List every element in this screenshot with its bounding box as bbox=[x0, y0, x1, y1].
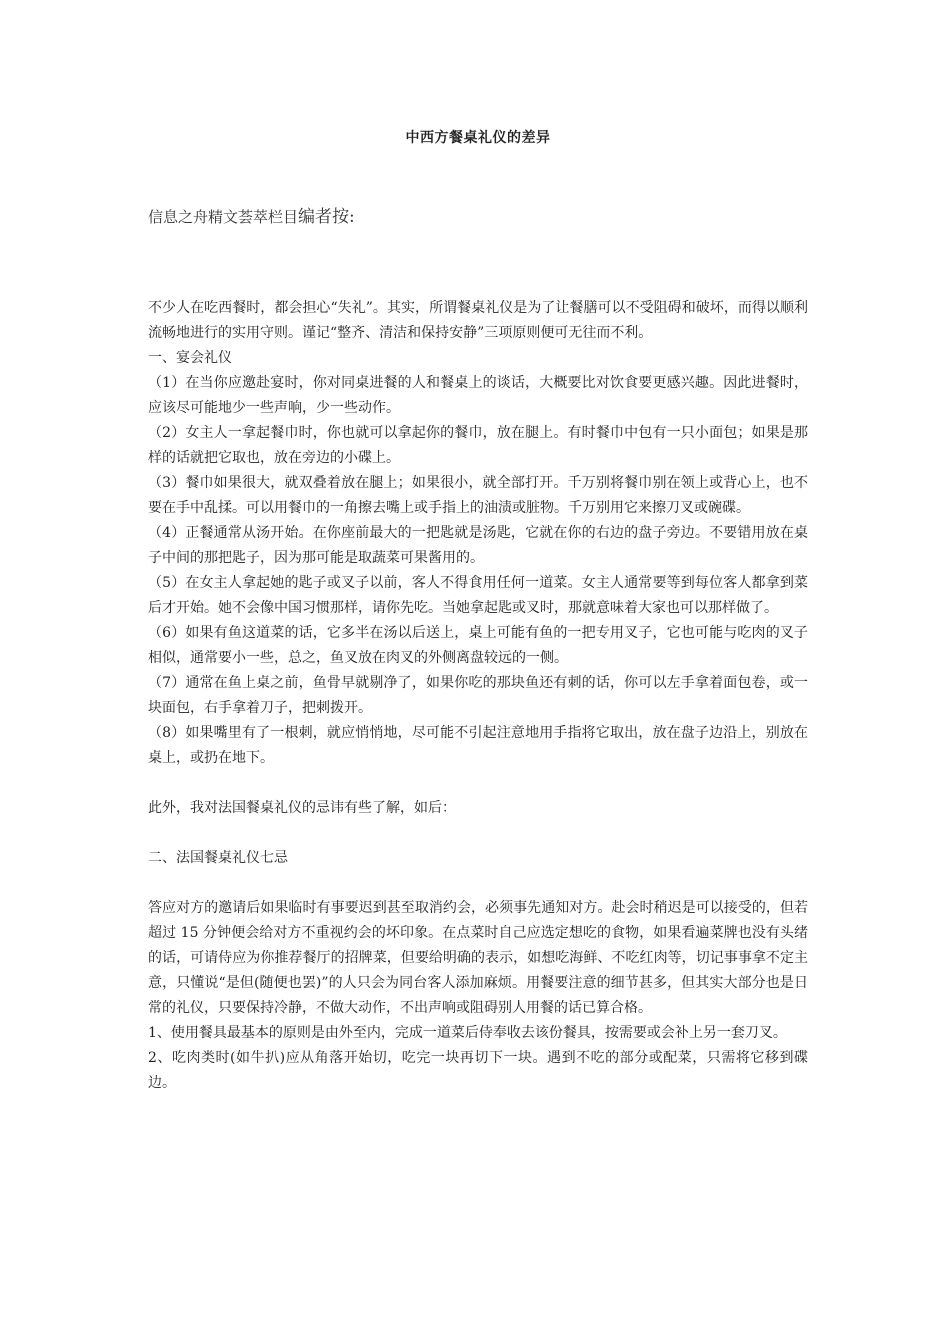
spacer bbox=[148, 871, 808, 896]
numbered-item-1: 1、使用餐具最基本的原则是由外至内，完成一道菜后侍奉收去该份餐具，按需要或会补上另一套刀叉。 bbox=[148, 1025, 787, 1041]
list-item-2: （2）女主人一拿起餐巾时，你也就可以拿起你的餐巾，放在腿上。有时餐巾中包有一只小面包；如果是那样的话就把它取也，放在旁边的小碟上。 bbox=[148, 425, 808, 466]
list-item-8: （8）如果嘴里有了一根刺，就应悄悄地，尽可能不引起注意地用手指将它取出，放在盘子边沿上，别放在桌上，或扔在地下。 bbox=[148, 725, 808, 766]
section-heading-french: 二、法国餐桌礼仪七忌 bbox=[148, 850, 288, 866]
section-heading-banquet: 一、宴会礼仪 bbox=[148, 350, 232, 366]
editor-note bbox=[148, 202, 355, 227]
list-item-6: （6）如果有鱼这道菜的话，它多半在汤以后送上，桌上可能有鱼的一把专用叉子，它也可能与吃肉的叉子相似，通常要小一些，总之，鱼叉放在肉叉的外侧离盘较远的一侧。 bbox=[148, 625, 808, 666]
editor-note-prefix: 信息之舟精文荟萃栏目 bbox=[148, 208, 299, 226]
spacer bbox=[148, 771, 808, 796]
list-item-1: （1）在当你应邀赴宴时，你对同桌进餐的人和餐桌上的谈话，大概要比对饮食要更感兴趣。因此进餐时，应该尽可能地少一些声响，少一些动作。 bbox=[148, 375, 808, 416]
paragraph-invitation: 答应对方的邀请后如果临时有事要迟到甚至取消约会，必须事先通知对方。赴会时稍迟是可以接受的，但若超过 15 分钟便会给对方不重视约会的坏印象。在点菜时自己应选定想吃的食物，如果看遍菜牌也没有头绪的话，可请侍应为你推荐餐厅的招牌菜，但要给明确的表示，如想吃海鲜、不吃红肉等，切记事事拿不定主意，只懂说“是但(随便也罢)”的人只会为同台客人添加麻烦。用餐要注意的细节甚多，但其实大部分也是日常的礼仪，只要保持冷静，不做大动作，不出声响或阻碍别人用餐的话已算合格。 bbox=[148, 900, 808, 1016]
paragraph-french-intro: 此外，我对法国餐桌礼仪的忌讳有些了解，如后： bbox=[148, 800, 456, 816]
paragraph-intro: 不少人在吃西餐时，都会担心“失礼”。其实，所谓餐桌礼仪是为了让餐膳可以不受阻碍和破坏，而得以顺利流畅地进行的实用守则。谨记“整齐、清洁和保持安静”三项原则便可无往而不利。 bbox=[148, 300, 808, 341]
editor-note-label: 编者按: bbox=[298, 207, 355, 227]
list-item-5: （5）在女主人拿起她的匙子或叉子以前，客人不得食用任何一道菜。女主人通常要等到每位客人都拿到菜后才开始。她不会像中国习惯那样，请你先吃。当她拿起匙或叉时，那就意味着大家也可以那样做了。 bbox=[148, 575, 808, 616]
document-body bbox=[148, 296, 808, 1096]
list-item-7: （7）通常在鱼上桌之前，鱼骨早就剔净了，如果你吃的那块鱼还有刺的话，你可以左手拿着面包卷，或一块面包，右手拿着刀子，把刺拨开。 bbox=[148, 675, 808, 716]
spacer bbox=[148, 821, 808, 846]
document-title: 中西方餐桌礼仪的差异 bbox=[405, 130, 551, 146]
list-item-4: （4）正餐通常从汤开始。在你座前最大的一把匙就是汤匙，它就在你的右边的盘子旁边。不要错用放在桌子中间的那把匙子，因为那可能是取蔬菜可果酱用的。 bbox=[148, 525, 808, 566]
numbered-item-2: 2、吃肉类时(如牛扒)应从角落开始切，吃完一块再切下一块。遇到不吃的部分或配菜，只需将它移到碟边。 bbox=[148, 1050, 808, 1091]
list-item-3: （3）餐巾如果很大，就双叠着放在腿上；如果很小，就全部打开。千万别将餐巾别在领上或背心上，也不要在手中乱揉。可以用餐巾的一角擦去嘴上或手指上的油渍或脏物。千万别用它来擦刀叉或碗碟。 bbox=[148, 475, 808, 516]
